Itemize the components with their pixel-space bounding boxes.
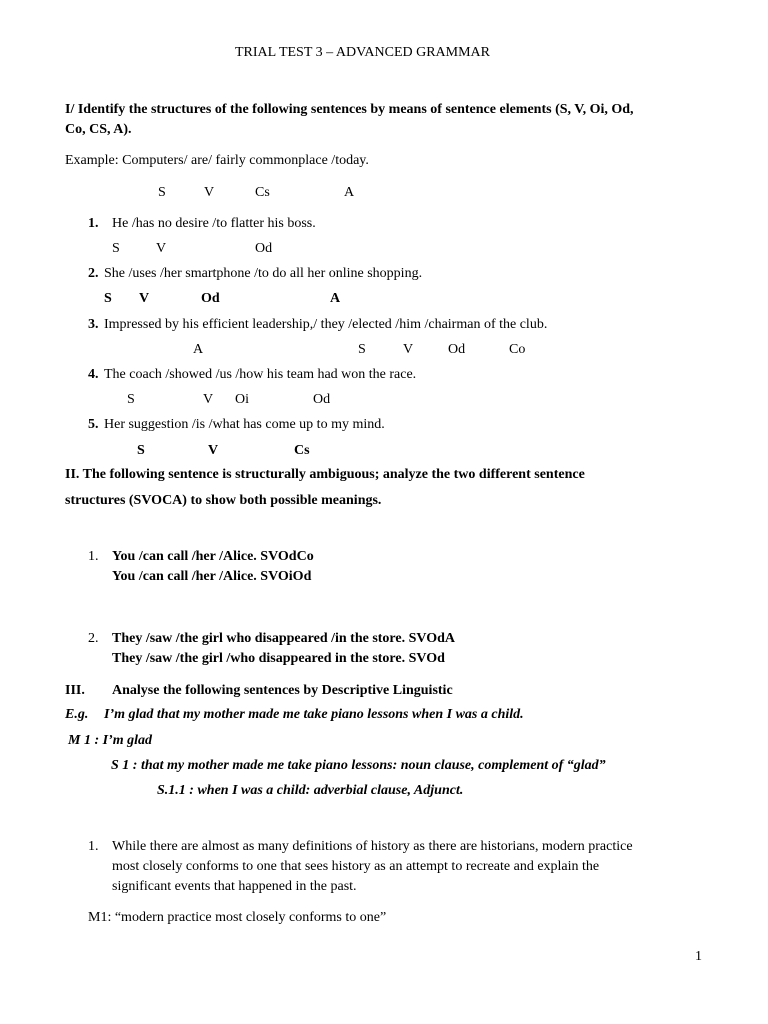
item-number: 2. bbox=[88, 631, 99, 646]
item-number: 2. bbox=[88, 266, 99, 281]
example-sentence: I’m glad that my mother made me take piano lessons when I was a child. bbox=[104, 707, 524, 722]
item-label: S bbox=[358, 342, 366, 357]
section2-heading-line1: II. The following sentence is structurally ambiguous; analyze the two different sentence bbox=[65, 467, 585, 482]
item-label: A bbox=[193, 342, 204, 357]
ambiguous-analysis: They /saw /the girl /who disappeared in the store. SVOd bbox=[112, 651, 445, 666]
item-label: Od bbox=[313, 392, 331, 407]
item-number: 1. bbox=[88, 216, 99, 231]
item-label: Od bbox=[448, 342, 466, 357]
example-label: E.g. bbox=[65, 707, 89, 722]
subordinate-clause: S.1.1 : when I was a child: adverbial clause, Adjunct. bbox=[157, 783, 464, 798]
item-label: Od bbox=[255, 241, 273, 256]
subordinate-clause: S 1 : that my mother made me take piano lessons: noun clause, complement of “glad” bbox=[111, 758, 606, 773]
item-number: 1. bbox=[88, 839, 99, 854]
section2-heading-line2: structures (SVOCA) to show both possible meanings. bbox=[65, 493, 382, 508]
example-label: A bbox=[344, 185, 355, 200]
item-label: Od bbox=[201, 291, 220, 306]
page-number: 1 bbox=[695, 949, 702, 964]
item-label: S bbox=[137, 443, 145, 458]
item-label: V bbox=[203, 392, 214, 407]
item-number: 1. bbox=[88, 549, 99, 564]
item-label: Cs bbox=[294, 443, 310, 458]
ambiguous-analysis: You /can call /her /Alice. SVOiOd bbox=[112, 569, 312, 584]
ambiguous-analysis: They /saw /the girl who disappeared /in the store. SVOdA bbox=[112, 631, 456, 646]
item-label: V bbox=[403, 342, 414, 357]
analysis-sentence: While there are almost as many definitions of history as there are historians, modern practice bbox=[112, 839, 633, 854]
item-label: S bbox=[127, 392, 135, 407]
item-label: Oi bbox=[235, 392, 249, 407]
example-sentence: Example: Computers/ are/ fairly commonplace /today. bbox=[65, 153, 369, 168]
analysis-sentence: significant events that happened in the past. bbox=[112, 879, 357, 894]
item-sentence: Her suggestion /is /what has come up to my mind. bbox=[104, 417, 385, 432]
item-sentence: Impressed by his efficient leadership,/ they /elected /him /chairman of the club. bbox=[104, 317, 548, 332]
item-sentence: He /has no desire /to flatter his boss. bbox=[112, 216, 316, 231]
section1-heading-line2: Co, CS, A). bbox=[65, 122, 132, 137]
analysis-sentence: most closely conforms to one that sees history as an attempt to recreate and explain the bbox=[112, 859, 600, 874]
section1-heading-line1: I/ Identify the structures of the following sentences by means of sentence elements (S, V, Oi, Od, bbox=[65, 102, 634, 117]
item-sentence: The coach /showed /us /how his team had won the race. bbox=[104, 367, 417, 382]
main-clause: M 1 : I’m glad bbox=[68, 733, 152, 748]
item-label: V bbox=[139, 291, 150, 306]
item-number: 3. bbox=[88, 317, 99, 332]
item-label: Co bbox=[509, 342, 526, 357]
example-label: V bbox=[204, 185, 215, 200]
section3-heading: Analyse the following sentences by Descriptive Linguistic bbox=[112, 683, 453, 698]
item-label: A bbox=[330, 291, 341, 306]
example-label: S bbox=[158, 185, 166, 200]
item-label: S bbox=[112, 241, 120, 256]
item-number: 5. bbox=[88, 417, 99, 432]
item-sentence: She /uses /her smartphone /to do all her online shopping. bbox=[104, 266, 423, 281]
item-label: S bbox=[104, 291, 112, 306]
section3-numeral: III. bbox=[65, 683, 85, 698]
item-label: V bbox=[208, 443, 219, 458]
item-number: 4. bbox=[88, 367, 99, 382]
main-clause-answer: M1: “modern practice most closely conforms to one” bbox=[88, 910, 387, 925]
ambiguous-analysis: You /can call /her /Alice. SVOdCo bbox=[112, 549, 314, 564]
page-title: TRIAL TEST 3 – ADVANCED GRAMMAR bbox=[235, 45, 491, 60]
item-label: V bbox=[156, 241, 167, 256]
example-label: Cs bbox=[255, 185, 270, 200]
